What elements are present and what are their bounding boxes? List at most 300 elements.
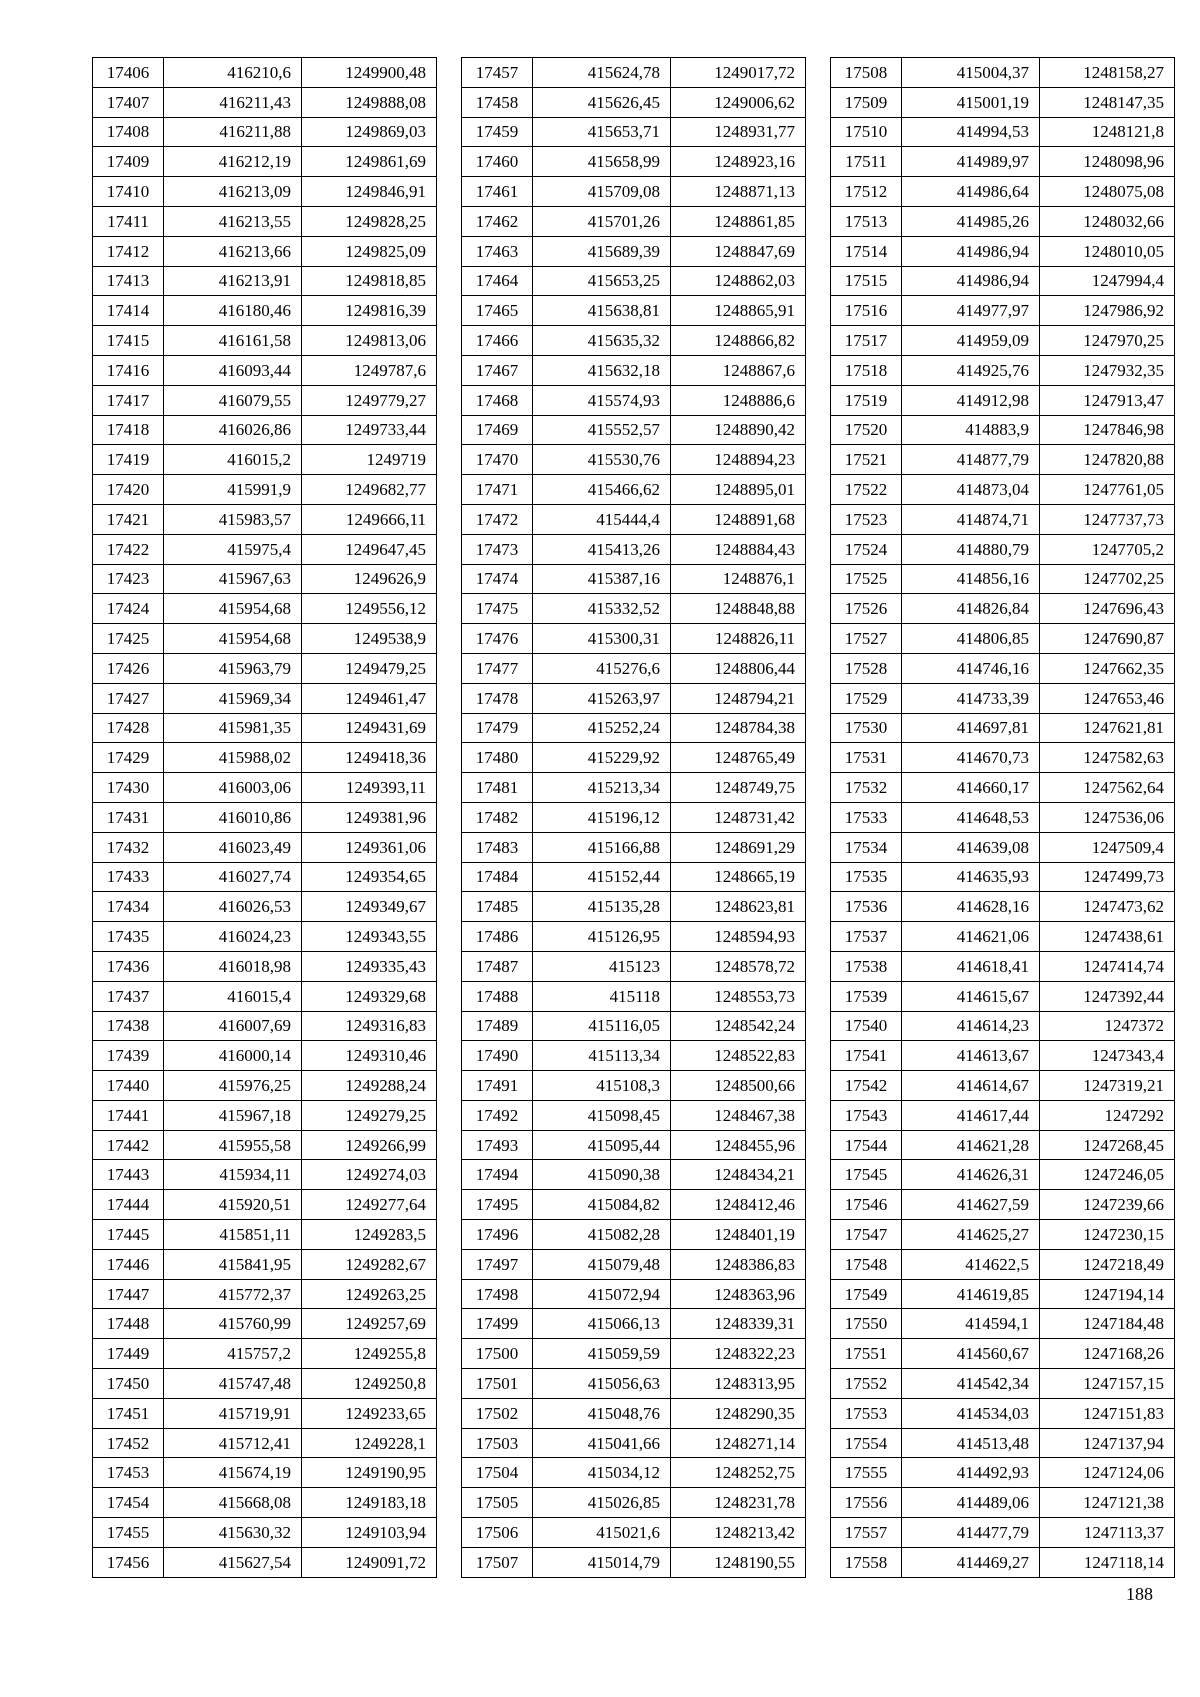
x-coordinate-cell: 415653,25 bbox=[533, 266, 671, 296]
y-coordinate-cell: 1247846,98 bbox=[1040, 415, 1175, 445]
point-number-cell: 17495 bbox=[462, 1190, 533, 1220]
y-coordinate-cell: 1247499,73 bbox=[1040, 862, 1175, 892]
x-coordinate-cell: 414626,31 bbox=[902, 1160, 1040, 1190]
table-row bbox=[831, 653, 1175, 683]
table-row bbox=[831, 1309, 1175, 1339]
point-number-cell: 17431 bbox=[93, 802, 164, 832]
x-coordinate-cell: 415627,54 bbox=[164, 1547, 302, 1577]
x-coordinate-cell: 416026,53 bbox=[164, 892, 302, 922]
y-coordinate-cell: 1247292 bbox=[1040, 1100, 1175, 1130]
y-coordinate-cell: 1247621,81 bbox=[1040, 713, 1175, 743]
table-row bbox=[831, 206, 1175, 236]
y-coordinate-cell: 1248032,66 bbox=[1040, 206, 1175, 236]
x-coordinate-cell: 414477,79 bbox=[902, 1518, 1040, 1548]
y-coordinate-cell: 1249556,12 bbox=[302, 594, 437, 624]
point-number-cell: 17542 bbox=[831, 1071, 902, 1101]
x-coordinate-cell: 415079,48 bbox=[533, 1249, 671, 1279]
table-row bbox=[462, 326, 806, 356]
point-number-cell: 17532 bbox=[831, 773, 902, 803]
x-coordinate-cell: 414489,06 bbox=[902, 1488, 1040, 1518]
x-coordinate-cell: 414614,23 bbox=[902, 1011, 1040, 1041]
x-coordinate-cell: 414648,53 bbox=[902, 802, 1040, 832]
x-coordinate-cell: 415056,63 bbox=[533, 1369, 671, 1399]
point-number-cell: 17496 bbox=[462, 1220, 533, 1250]
table-row bbox=[831, 892, 1175, 922]
table-row bbox=[93, 1339, 437, 1369]
table-row bbox=[831, 624, 1175, 654]
y-coordinate-cell: 1247705,2 bbox=[1040, 534, 1175, 564]
point-number-cell: 17460 bbox=[462, 147, 533, 177]
x-coordinate-cell: 415444,4 bbox=[533, 504, 671, 534]
table-row bbox=[831, 1100, 1175, 1130]
point-number-cell: 17472 bbox=[462, 504, 533, 534]
point-number-cell: 17517 bbox=[831, 326, 902, 356]
point-number-cell: 17469 bbox=[462, 415, 533, 445]
y-coordinate-cell: 1248862,03 bbox=[671, 266, 806, 296]
table-row bbox=[462, 1190, 806, 1220]
x-coordinate-cell: 414621,06 bbox=[902, 922, 1040, 952]
point-number-cell: 17452 bbox=[93, 1428, 164, 1458]
table-row bbox=[93, 445, 437, 475]
table-row bbox=[831, 385, 1175, 415]
point-number-cell: 17524 bbox=[831, 534, 902, 564]
point-number-cell: 17554 bbox=[831, 1428, 902, 1458]
x-coordinate-cell: 414874,71 bbox=[902, 504, 1040, 534]
y-coordinate-cell: 1248578,72 bbox=[671, 951, 806, 981]
table-row bbox=[462, 445, 806, 475]
y-coordinate-cell: 1249818,85 bbox=[302, 266, 437, 296]
table-row bbox=[93, 862, 437, 892]
table-row bbox=[831, 326, 1175, 356]
y-coordinate-cell: 1248313,95 bbox=[671, 1369, 806, 1399]
y-coordinate-cell: 1248339,31 bbox=[671, 1309, 806, 1339]
table-row bbox=[93, 1100, 437, 1130]
x-coordinate-cell: 414625,27 bbox=[902, 1220, 1040, 1250]
y-coordinate-cell: 1247438,61 bbox=[1040, 922, 1175, 952]
y-coordinate-cell: 1249869,03 bbox=[302, 117, 437, 147]
table-row bbox=[462, 1100, 806, 1130]
x-coordinate-cell: 414986,64 bbox=[902, 177, 1040, 207]
y-coordinate-cell: 1248923,16 bbox=[671, 147, 806, 177]
point-number-cell: 17508 bbox=[831, 58, 902, 88]
point-number-cell: 17492 bbox=[462, 1100, 533, 1130]
y-coordinate-cell: 1249255,8 bbox=[302, 1339, 437, 1369]
y-coordinate-cell: 1248876,1 bbox=[671, 564, 806, 594]
x-coordinate-cell: 415126,95 bbox=[533, 922, 671, 952]
x-coordinate-cell: 414986,94 bbox=[902, 266, 1040, 296]
y-coordinate-cell: 1249779,27 bbox=[302, 385, 437, 415]
point-number-cell: 17553 bbox=[831, 1398, 902, 1428]
x-coordinate-cell: 415635,32 bbox=[533, 326, 671, 356]
x-coordinate-cell: 415026,85 bbox=[533, 1488, 671, 1518]
point-number-cell: 17497 bbox=[462, 1249, 533, 1279]
table-row bbox=[93, 1130, 437, 1160]
table-row bbox=[93, 564, 437, 594]
table-row bbox=[462, 1041, 806, 1071]
table-row bbox=[462, 1279, 806, 1309]
y-coordinate-cell: 1248467,38 bbox=[671, 1100, 806, 1130]
y-coordinate-cell: 1247820,88 bbox=[1040, 445, 1175, 475]
x-coordinate-cell: 414621,28 bbox=[902, 1130, 1040, 1160]
y-coordinate-cell: 1248691,29 bbox=[671, 832, 806, 862]
table-row bbox=[462, 1458, 806, 1488]
x-coordinate-cell: 416026,86 bbox=[164, 415, 302, 445]
y-coordinate-cell: 1249828,25 bbox=[302, 206, 437, 236]
y-coordinate-cell: 1247662,35 bbox=[1040, 653, 1175, 683]
x-coordinate-cell: 415653,71 bbox=[533, 117, 671, 147]
y-coordinate-cell: 1249647,45 bbox=[302, 534, 437, 564]
table-row bbox=[93, 355, 437, 385]
table-row bbox=[831, 87, 1175, 117]
point-number-cell: 17534 bbox=[831, 832, 902, 862]
x-coordinate-cell: 416018,98 bbox=[164, 951, 302, 981]
x-coordinate-cell: 415196,12 bbox=[533, 802, 671, 832]
point-number-cell: 17489 bbox=[462, 1011, 533, 1041]
y-coordinate-cell: 1249418,36 bbox=[302, 743, 437, 773]
table-row bbox=[462, 981, 806, 1011]
table-row bbox=[831, 1071, 1175, 1101]
table-row bbox=[93, 594, 437, 624]
point-number-cell: 17443 bbox=[93, 1160, 164, 1190]
y-coordinate-cell: 1248884,43 bbox=[671, 534, 806, 564]
table-row bbox=[831, 922, 1175, 952]
table-row bbox=[93, 504, 437, 534]
table-row bbox=[462, 87, 806, 117]
point-number-cell: 17445 bbox=[93, 1220, 164, 1250]
x-coordinate-cell: 414994,53 bbox=[902, 117, 1040, 147]
y-coordinate-cell: 1249733,44 bbox=[302, 415, 437, 445]
x-coordinate-cell: 414560,67 bbox=[902, 1339, 1040, 1369]
table-row bbox=[831, 445, 1175, 475]
point-number-cell: 17498 bbox=[462, 1279, 533, 1309]
table-row bbox=[831, 1547, 1175, 1577]
x-coordinate-cell: 414985,26 bbox=[902, 206, 1040, 236]
point-number-cell: 17484 bbox=[462, 862, 533, 892]
x-coordinate-cell: 415967,18 bbox=[164, 1100, 302, 1130]
point-number-cell: 17513 bbox=[831, 206, 902, 236]
y-coordinate-cell: 1247372 bbox=[1040, 1011, 1175, 1041]
y-coordinate-cell: 1249316,83 bbox=[302, 1011, 437, 1041]
x-coordinate-cell: 415983,57 bbox=[164, 504, 302, 534]
x-coordinate-cell: 414697,81 bbox=[902, 713, 1040, 743]
x-coordinate-cell: 415772,37 bbox=[164, 1279, 302, 1309]
x-coordinate-cell: 414873,04 bbox=[902, 475, 1040, 505]
point-number-cell: 17418 bbox=[93, 415, 164, 445]
x-coordinate-cell: 415166,88 bbox=[533, 832, 671, 862]
x-coordinate-cell: 415048,76 bbox=[533, 1398, 671, 1428]
y-coordinate-cell: 1249626,9 bbox=[302, 564, 437, 594]
point-number-cell: 17414 bbox=[93, 296, 164, 326]
point-number-cell: 17438 bbox=[93, 1011, 164, 1041]
point-number-cell: 17555 bbox=[831, 1458, 902, 1488]
y-coordinate-cell: 1247168,26 bbox=[1040, 1339, 1175, 1369]
point-number-cell: 17474 bbox=[462, 564, 533, 594]
x-coordinate-cell: 415969,34 bbox=[164, 683, 302, 713]
y-coordinate-cell: 1248865,91 bbox=[671, 296, 806, 326]
x-coordinate-cell: 416161,58 bbox=[164, 326, 302, 356]
x-coordinate-cell: 414912,98 bbox=[902, 385, 1040, 415]
y-coordinate-cell: 1248322,23 bbox=[671, 1339, 806, 1369]
table-row bbox=[462, 1339, 806, 1369]
point-number-cell: 17536 bbox=[831, 892, 902, 922]
y-coordinate-cell: 1247653,46 bbox=[1040, 683, 1175, 713]
y-coordinate-cell: 1249900,48 bbox=[302, 58, 437, 88]
y-coordinate-cell: 1249888,08 bbox=[302, 87, 437, 117]
y-coordinate-cell: 1248075,08 bbox=[1040, 177, 1175, 207]
point-number-cell: 17512 bbox=[831, 177, 902, 207]
point-number-cell: 17451 bbox=[93, 1398, 164, 1428]
x-coordinate-cell: 415976,25 bbox=[164, 1071, 302, 1101]
point-number-cell: 17539 bbox=[831, 981, 902, 1011]
x-coordinate-cell: 414618,41 bbox=[902, 951, 1040, 981]
y-coordinate-cell: 1249846,91 bbox=[302, 177, 437, 207]
point-number-cell: 17430 bbox=[93, 773, 164, 803]
x-coordinate-cell: 416093,44 bbox=[164, 355, 302, 385]
y-coordinate-cell: 1247509,4 bbox=[1040, 832, 1175, 862]
x-coordinate-cell: 414534,03 bbox=[902, 1398, 1040, 1428]
point-number-cell: 17435 bbox=[93, 922, 164, 952]
table-row bbox=[462, 1071, 806, 1101]
table-row bbox=[93, 653, 437, 683]
y-coordinate-cell: 1247230,15 bbox=[1040, 1220, 1175, 1250]
point-number-cell: 17499 bbox=[462, 1309, 533, 1339]
point-number-cell: 17486 bbox=[462, 922, 533, 952]
point-number-cell: 17549 bbox=[831, 1279, 902, 1309]
x-coordinate-cell: 415988,02 bbox=[164, 743, 302, 773]
y-coordinate-cell: 1248866,82 bbox=[671, 326, 806, 356]
table-row bbox=[831, 147, 1175, 177]
point-number-cell: 17519 bbox=[831, 385, 902, 415]
table-row bbox=[93, 296, 437, 326]
point-number-cell: 17477 bbox=[462, 653, 533, 683]
table-row bbox=[93, 743, 437, 773]
table-row bbox=[462, 475, 806, 505]
point-number-cell: 17528 bbox=[831, 653, 902, 683]
point-number-cell: 17475 bbox=[462, 594, 533, 624]
point-number-cell: 17461 bbox=[462, 177, 533, 207]
y-coordinate-cell: 1247473,62 bbox=[1040, 892, 1175, 922]
point-number-cell: 17462 bbox=[462, 206, 533, 236]
table-row bbox=[93, 951, 437, 981]
table-row bbox=[462, 802, 806, 832]
x-coordinate-cell: 415955,58 bbox=[164, 1130, 302, 1160]
y-coordinate-cell: 1248553,73 bbox=[671, 981, 806, 1011]
table-row bbox=[93, 58, 437, 88]
y-coordinate-cell: 1247986,92 bbox=[1040, 296, 1175, 326]
x-coordinate-cell: 415668,08 bbox=[164, 1488, 302, 1518]
table-row bbox=[831, 981, 1175, 1011]
table-row bbox=[462, 236, 806, 266]
x-coordinate-cell: 414635,93 bbox=[902, 862, 1040, 892]
point-number-cell: 17437 bbox=[93, 981, 164, 1011]
x-coordinate-cell: 414627,59 bbox=[902, 1190, 1040, 1220]
table-row bbox=[462, 504, 806, 534]
x-coordinate-cell: 416213,66 bbox=[164, 236, 302, 266]
x-coordinate-cell: 414806,85 bbox=[902, 624, 1040, 654]
y-coordinate-cell: 1247536,06 bbox=[1040, 802, 1175, 832]
table-row bbox=[93, 117, 437, 147]
table-row bbox=[462, 1220, 806, 1250]
point-number-cell: 17432 bbox=[93, 832, 164, 862]
x-coordinate-cell: 415701,26 bbox=[533, 206, 671, 236]
y-coordinate-cell: 1248871,13 bbox=[671, 177, 806, 207]
point-number-cell: 17427 bbox=[93, 683, 164, 713]
point-number-cell: 17480 bbox=[462, 743, 533, 773]
point-number-cell: 17543 bbox=[831, 1100, 902, 1130]
x-coordinate-cell: 415981,35 bbox=[164, 713, 302, 743]
y-coordinate-cell: 1248784,38 bbox=[671, 713, 806, 743]
y-coordinate-cell: 1248500,66 bbox=[671, 1071, 806, 1101]
x-coordinate-cell: 415963,79 bbox=[164, 653, 302, 683]
point-number-cell: 17515 bbox=[831, 266, 902, 296]
x-coordinate-cell: 415095,44 bbox=[533, 1130, 671, 1160]
x-coordinate-cell: 414733,39 bbox=[902, 683, 1040, 713]
x-coordinate-cell: 415041,66 bbox=[533, 1428, 671, 1458]
point-number-cell: 17483 bbox=[462, 832, 533, 862]
point-number-cell: 17473 bbox=[462, 534, 533, 564]
table-row bbox=[93, 1071, 437, 1101]
x-coordinate-cell: 415276,6 bbox=[533, 653, 671, 683]
x-coordinate-cell: 415252,24 bbox=[533, 713, 671, 743]
table-row bbox=[462, 296, 806, 326]
point-number-cell: 17530 bbox=[831, 713, 902, 743]
x-coordinate-cell: 416003,06 bbox=[164, 773, 302, 803]
table-row bbox=[93, 713, 437, 743]
y-coordinate-cell: 1249310,46 bbox=[302, 1041, 437, 1071]
table-row bbox=[93, 1309, 437, 1339]
x-coordinate-cell: 415300,31 bbox=[533, 624, 671, 654]
x-coordinate-cell: 416213,91 bbox=[164, 266, 302, 296]
y-coordinate-cell: 1248010,05 bbox=[1040, 236, 1175, 266]
point-number-cell: 17428 bbox=[93, 713, 164, 743]
point-number-cell: 17466 bbox=[462, 326, 533, 356]
point-number-cell: 17485 bbox=[462, 892, 533, 922]
y-coordinate-cell: 1248147,35 bbox=[1040, 87, 1175, 117]
y-coordinate-cell: 1249190,95 bbox=[302, 1458, 437, 1488]
table-row bbox=[831, 564, 1175, 594]
table-row bbox=[831, 594, 1175, 624]
y-coordinate-cell: 1247124,06 bbox=[1040, 1458, 1175, 1488]
x-coordinate-cell: 416213,55 bbox=[164, 206, 302, 236]
table-row bbox=[831, 1011, 1175, 1041]
y-coordinate-cell: 1247392,44 bbox=[1040, 981, 1175, 1011]
x-coordinate-cell: 416015,4 bbox=[164, 981, 302, 1011]
x-coordinate-cell: 416212,19 bbox=[164, 147, 302, 177]
point-number-cell: 17410 bbox=[93, 177, 164, 207]
y-coordinate-cell: 1248886,6 bbox=[671, 385, 806, 415]
x-coordinate-cell: 415760,99 bbox=[164, 1309, 302, 1339]
point-number-cell: 17467 bbox=[462, 355, 533, 385]
table-row bbox=[93, 1160, 437, 1190]
y-coordinate-cell: 1247184,48 bbox=[1040, 1309, 1175, 1339]
y-coordinate-cell: 1247343,4 bbox=[1040, 1041, 1175, 1071]
y-coordinate-cell: 1248363,96 bbox=[671, 1279, 806, 1309]
y-coordinate-cell: 1248806,44 bbox=[671, 653, 806, 683]
y-coordinate-cell: 1247194,14 bbox=[1040, 1279, 1175, 1309]
point-number-cell: 17545 bbox=[831, 1160, 902, 1190]
table-row bbox=[93, 147, 437, 177]
x-coordinate-cell: 415034,12 bbox=[533, 1458, 671, 1488]
x-coordinate-cell: 416079,55 bbox=[164, 385, 302, 415]
table-row bbox=[831, 415, 1175, 445]
point-number-cell: 17444 bbox=[93, 1190, 164, 1220]
point-number-cell: 17439 bbox=[93, 1041, 164, 1071]
x-coordinate-cell: 415674,19 bbox=[164, 1458, 302, 1488]
point-number-cell: 17523 bbox=[831, 504, 902, 534]
x-coordinate-cell: 414628,16 bbox=[902, 892, 1040, 922]
table-row bbox=[462, 683, 806, 713]
point-number-cell: 17479 bbox=[462, 713, 533, 743]
y-coordinate-cell: 1248731,42 bbox=[671, 802, 806, 832]
x-coordinate-cell: 415757,2 bbox=[164, 1339, 302, 1369]
coordinate-table-2 bbox=[461, 57, 806, 1578]
x-coordinate-cell: 415719,91 bbox=[164, 1398, 302, 1428]
x-coordinate-cell: 415066,13 bbox=[533, 1309, 671, 1339]
table-row bbox=[831, 534, 1175, 564]
table-row bbox=[93, 1220, 437, 1250]
table-row bbox=[462, 892, 806, 922]
point-number-cell: 17540 bbox=[831, 1011, 902, 1041]
x-coordinate-cell: 415332,52 bbox=[533, 594, 671, 624]
x-coordinate-cell: 414883,9 bbox=[902, 415, 1040, 445]
table-row bbox=[462, 1428, 806, 1458]
y-coordinate-cell: 1249006,62 bbox=[671, 87, 806, 117]
y-coordinate-cell: 1247414,74 bbox=[1040, 951, 1175, 981]
table-row bbox=[831, 713, 1175, 743]
point-number-cell: 17470 bbox=[462, 445, 533, 475]
x-coordinate-cell: 415530,76 bbox=[533, 445, 671, 475]
x-coordinate-cell: 416007,69 bbox=[164, 1011, 302, 1041]
table-row bbox=[93, 773, 437, 803]
point-number-cell: 17441 bbox=[93, 1100, 164, 1130]
point-number-cell: 17541 bbox=[831, 1041, 902, 1071]
point-number-cell: 17507 bbox=[462, 1547, 533, 1577]
point-number-cell: 17412 bbox=[93, 236, 164, 266]
y-coordinate-cell: 1248412,46 bbox=[671, 1190, 806, 1220]
y-coordinate-cell: 1248158,27 bbox=[1040, 58, 1175, 88]
x-coordinate-cell: 415466,62 bbox=[533, 475, 671, 505]
x-coordinate-cell: 414492,93 bbox=[902, 1458, 1040, 1488]
point-number-cell: 17529 bbox=[831, 683, 902, 713]
point-number-cell: 17557 bbox=[831, 1518, 902, 1548]
point-number-cell: 17420 bbox=[93, 475, 164, 505]
y-coordinate-cell: 1248434,21 bbox=[671, 1160, 806, 1190]
x-coordinate-cell: 414877,79 bbox=[902, 445, 1040, 475]
table-row bbox=[831, 1160, 1175, 1190]
point-number-cell: 17544 bbox=[831, 1130, 902, 1160]
table-row bbox=[93, 177, 437, 207]
y-coordinate-cell: 1249257,69 bbox=[302, 1309, 437, 1339]
point-number-cell: 17448 bbox=[93, 1309, 164, 1339]
x-coordinate-cell: 414614,67 bbox=[902, 1071, 1040, 1101]
point-number-cell: 17550 bbox=[831, 1309, 902, 1339]
y-coordinate-cell: 1249279,25 bbox=[302, 1100, 437, 1130]
y-coordinate-cell: 1249343,55 bbox=[302, 922, 437, 952]
point-number-cell: 17463 bbox=[462, 236, 533, 266]
x-coordinate-cell: 415709,08 bbox=[533, 177, 671, 207]
x-coordinate-cell: 416027,74 bbox=[164, 862, 302, 892]
y-coordinate-cell: 1248891,68 bbox=[671, 504, 806, 534]
y-coordinate-cell: 1249861,69 bbox=[302, 147, 437, 177]
x-coordinate-cell: 415712,41 bbox=[164, 1428, 302, 1458]
y-coordinate-cell: 1248895,01 bbox=[671, 475, 806, 505]
x-coordinate-cell: 415084,82 bbox=[533, 1190, 671, 1220]
x-coordinate-cell: 415689,39 bbox=[533, 236, 671, 266]
point-number-cell: 17449 bbox=[93, 1339, 164, 1369]
y-coordinate-cell: 1247121,38 bbox=[1040, 1488, 1175, 1518]
table-row bbox=[462, 147, 806, 177]
table-row bbox=[462, 862, 806, 892]
